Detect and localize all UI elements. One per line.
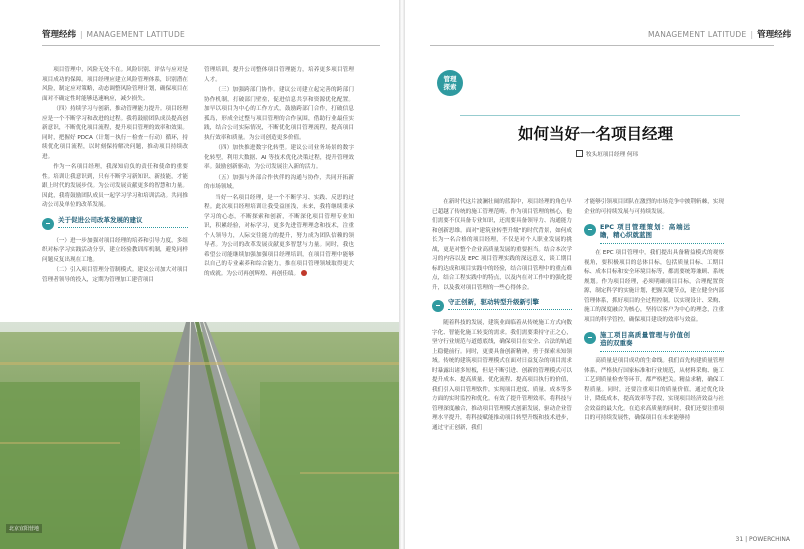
section-bubble-icon bbox=[584, 224, 596, 236]
section-title: 关于促进公司改革发展的建议 bbox=[58, 215, 143, 224]
header-separator: | bbox=[750, 30, 754, 39]
section-heading bbox=[42, 217, 188, 231]
author-name: 牧头垣项目经理 何玮 bbox=[586, 152, 639, 158]
paragraph: （四）持续学习与创新，推动管理能力提升。项目经理应是一个不断学习和改进的过程。我将鼓励团队成员提高创新意识，不断优化项目流程，提升项目管理的效率和效果。同时，把握好 PDCA（计划－执行－检查－行动）循环，持续优化项目流程，以时刻保持解决问题，推动项目持续改进。 bbox=[42, 106, 188, 160]
paragraph: 在 EPC 项目管理中，我们提出具备精益模式的观察视角，要积极项目的总体目标，包括质量目标、工期目标、成本目标和安全环境目标等，都需要统筹兼顾、系统规划。作为项目经理，必须明确项目目标，合理配置资源，制定科学的实施计划，把握关键节点，建立健全内部管理体系，抓好项目的全过程控制。以实现设计、采购、施工的深度融合为核心，坚持以客户为中心的理念，注重项目的科学管控，确保项目建设的效率与效益。 bbox=[584, 250, 724, 323]
left-column-2 bbox=[204, 66, 354, 328]
section-underline bbox=[448, 308, 572, 310]
paragraph: 在新时代这片波澜壮阔的蓝海中，项目经理的角色早已超越了传统的施工管理范畴。作为项目管理的核心，他们需要不仅具备专业知识，还需要具备领导力、沟通能力和创新思维。面对"建筑业转型升级"的时代背景，如何成长为一名合格的项目经理，不仅是对个人职业发展的挑战，更是对整个企业高质量发展的重要担当。结合本次学习的内容以及 EPC 项目管理实践的深远意义，谈工期目标的达成和项目实践中的经验，结合项目管理中的重点难点，结合工程实践中的特点，以及内在对工作中的强化提升，以及我对项目管理的一些心得体会。 bbox=[432, 199, 572, 291]
section-underline bbox=[600, 242, 724, 244]
article-byline bbox=[576, 150, 638, 158]
right-column-2 bbox=[584, 198, 724, 528]
checkbox-icon bbox=[576, 150, 583, 157]
end-mark-icon bbox=[301, 270, 307, 276]
paragraph: 高质量是项目成功的生命线。我们首先构建质量管理体系，严格执行国家标准和行业规范，从材料采购、施工工艺到质量检查等环节，都严格把关。精益求精，确保工程质量。同时，还要注重项目的质量价值，通过优化设计，降低成本，提高效率等手段，实现项目经济效益与社会效益的最大化。在追求高质量的同时，我们还要注重项目的可持续发展性，确保项目在未来能够持 bbox=[584, 358, 724, 421]
page-number: 31 | POWERCHINA bbox=[735, 536, 790, 543]
section-title: EPC 项目管理策划：高端远瞻，精心织就蓝图 bbox=[600, 223, 690, 239]
paragraph: 随着科技的发展，建筑业面临着从传统施工方式向数字化、智能化施工转变的需求。我们需要秉持守正之心，坚守行业规范与道德底线，确保项目在安全、合法的轨道上稳健前行。同时，更要具备创新精神，勇于探索未知领域。传统的建筑项目管理模式在面对日益复杂的项目需求时暴露出诸多短板，但是不断引进、创新的管理模式可以提升成本、提高质量、优化流程、提高项目执行的价值，我们引入项目管理软件，实现项目进度、质量、成本等多方面的实时监控和优化。有效了提升管理效率。将科技与管理深度融合，推动项目管理模式创新发展，驱动企业管理水平提升，将科技赋能推动项目转型升级和技术进步，通过守正创新，我们 bbox=[432, 320, 572, 431]
paragraph: 作为一名项目经理，我深知肩负的责任和使命的重要性。培训让我意识到，只有不断学习新知识、新技能，才能跟上时代的发展步伐。为公司发展贡献更多的智慧和力量。因此，我将鼓励团队成员一起学习学习和培训活动。共同推动公司及单位的改革发展。 bbox=[42, 164, 188, 208]
photo-caption: 北京宜阳营地 bbox=[6, 524, 42, 533]
section-heading bbox=[584, 331, 724, 351]
paragraph: 项目管理中，风险无处不在。风险识别、评估与应对是项目成功的保障。项目经理应建立风险管理体系，识别潜在风险，制定应对策略，动态调整风险管理计划，确保项目在面对不确定性时能够迅速响应，减少损失。 bbox=[42, 67, 188, 102]
badge-line-1: 管理 bbox=[443, 75, 457, 83]
article-title: 如何当好一名项目经理 bbox=[518, 125, 674, 143]
paragraph: （五）加强与外部合作伙伴的沟通与协作，共同开拓新的市场领域。 bbox=[204, 174, 354, 190]
paragraph: （三）加强跨部门协作。建议公司建立起完善的跨部门协作机制，打破部门壁垒，促进信息共享和资源优化配置。加早以项目为中心的工作方式，鼓励跨部门合作，打破信息孤岛，形成全过整与项目管理的合作氛围，借助行业最佳实践，结合公司实际情况，不断优化项目管理流程，提高项目执行效率和质量。为公司创造更多价值。 bbox=[204, 87, 354, 141]
title-decoration bbox=[460, 115, 740, 116]
badge-line-2: 探索 bbox=[443, 83, 457, 91]
right-page-header bbox=[648, 28, 791, 42]
section-name-en: MANAGEMENT LATITUDE bbox=[86, 30, 186, 39]
header-rule bbox=[42, 45, 380, 46]
section-underline bbox=[600, 350, 724, 352]
paragraph bbox=[204, 194, 354, 280]
section-title: 施工项目高质量管理与价值创造的双重奏 bbox=[600, 331, 690, 347]
section-name-en: MANAGEMENT LATITUDE bbox=[648, 30, 747, 39]
left-page-header bbox=[42, 28, 185, 42]
section-name: 管理经纬 bbox=[757, 30, 792, 40]
section-name: 管理经纬 bbox=[42, 30, 77, 40]
paragraph: 管理培训，提升公司整体项目管理能力，培养更多项目管理人才。 bbox=[204, 67, 354, 83]
section-bubble-icon bbox=[432, 300, 444, 312]
section-heading bbox=[432, 299, 572, 313]
column-badge bbox=[437, 70, 463, 96]
section-bubble-icon bbox=[42, 218, 54, 230]
paragraph: （四）加快推进数字化转型。建议公司业务场景的数字化转型，利用大数据、AI 等技术优化决策过程，提升管理效率。鼓励创新驱动，为公司发展注入新的活力。 bbox=[204, 145, 354, 170]
left-page bbox=[0, 0, 400, 549]
paragraph: （二）引入项目管理分管制模式。建议公司加大对项目管理者领导的投入，定期为管理加工建营项目 bbox=[42, 267, 188, 283]
page-gutter bbox=[399, 0, 405, 549]
section-underline bbox=[58, 226, 188, 228]
highway-photo bbox=[0, 322, 400, 549]
header-separator: | bbox=[80, 30, 83, 39]
section-bubble-icon bbox=[584, 332, 596, 344]
section-title: 守正创新，驱动转型升级新引擎 bbox=[448, 298, 539, 306]
highway-illustration bbox=[0, 322, 400, 549]
header-rule bbox=[430, 45, 774, 46]
left-column-1 bbox=[42, 66, 188, 328]
paragraph: 才能够引领项目团队在激烈的市场竞争中披荆斩棘，实现企业的可持续发展与可持续发展。 bbox=[584, 199, 724, 215]
section-heading bbox=[584, 223, 724, 243]
right-column-1 bbox=[432, 198, 572, 536]
paragraph-text: 当好一名项目经理，是一个不断学习、实践、反思的过程。此次项目经理培训让我受益匪浅，未来，我将继续秉承学习的心态，不断探索和创新，不断深化项目管理专业知识，积累经验，对标学习，更多先进管理理念和技术，注重个人领导力，人际交往能力的提升，努力成为团队信赖的领导者。为公司的改革发展贡献更多智慧与力量。同时，我也希望公司能继续加强加强项目经理培训，在项目管理中能够以自己的专业素养和综合能力，推在项目管理领域取得更大的成就。为公司再创辉煌、再创佳绩。 bbox=[204, 194, 354, 277]
paragraph: （一）进一步加强对项目经理的培养和引导力度，多组织对标学习实践活动分享，建立经验教训库机制，避免同样问题反复出现在工地。 bbox=[42, 237, 188, 263]
